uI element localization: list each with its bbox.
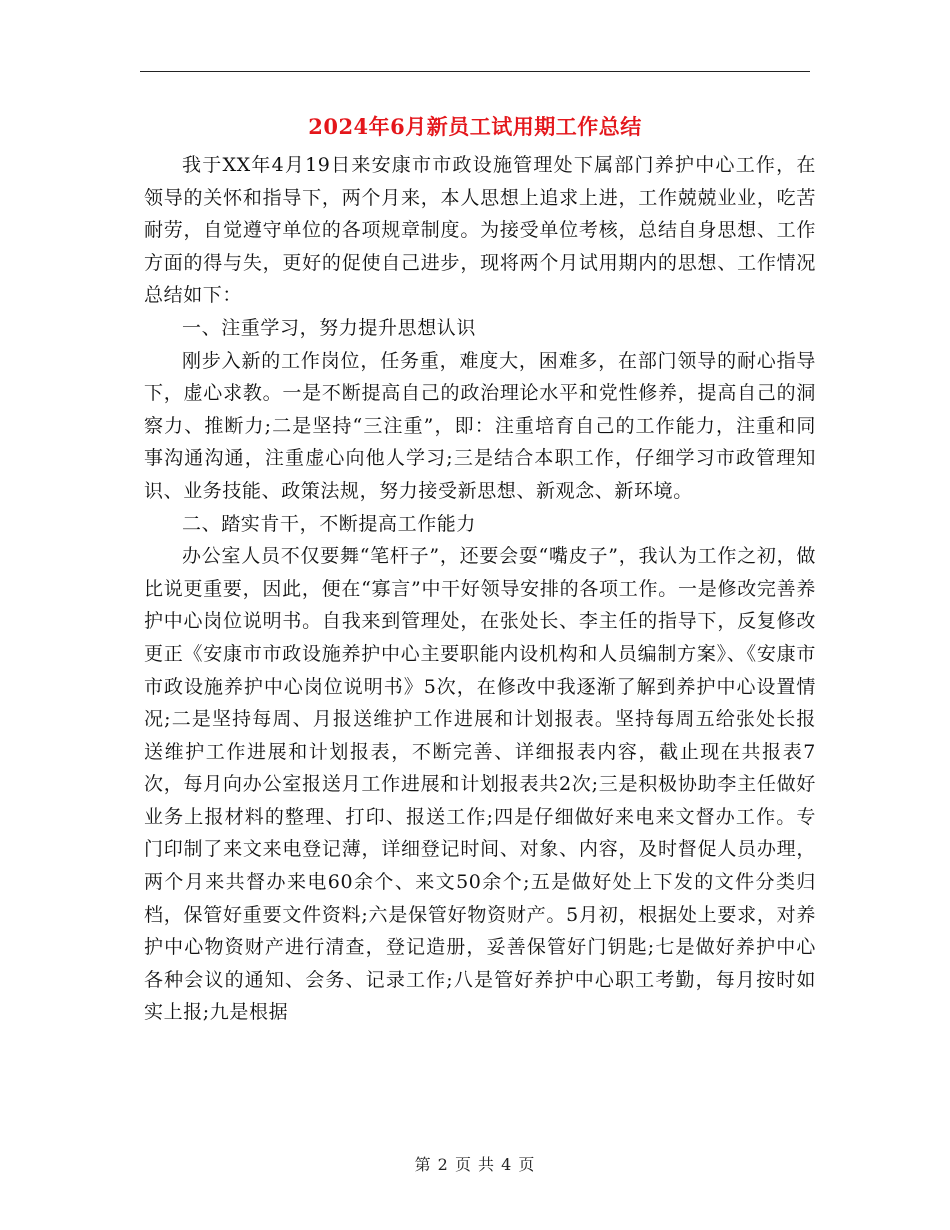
paragraph-intro: 我于XX年4月19日来安康市市政设施管理处下属部门养护中心工作，在领导的关怀和指导下，两个月来，本人思想上追求上进，工作兢兢业业，吃苦耐劳，自觉遵守单位的各项规章制度。为接受单位考核，总结自身思想、工作方面的得与失，更好的促使自己进步，现将两个月试用期内的思想、工作情况总结如下： [144,154,816,307]
header-rule [140,71,810,72]
section-heading-2: 二、踏实肯干，不断提高工作能力 [182,512,477,535]
paragraph-work: 办公室人员不仅要舞“笔杆子”，还要会耍“嘴皮子”，我认为工作之初，做比说更重要，因此，便在“寡言”中干好领导安排的各项工作。一是修改完善养护中心岗位说明书。自我来到管理处，在张处长、李主任的指导下，反复修改更正《安康市市政设施养护中心主要职能内设机构和人员编制方案》、《安康市市政设施养护中心岗位说明书》5次，在修改中我逐渐了解到养护中心设置情况;二是坚持每周、月报送维护工作进展和计划报表。坚持每周五给张处长报送维护工作进展和计划报表，不断完善、详细报表内容，截止现在共报表7次，每月向办公室报送月工作进展和计划报表共2次;三是积极协助李主任做好业务上报材料的整理、打印、报送工作;四是仔细做好来电来文督办工作。专门印制了来文来电登记薄，详细登记时间、对象、内容，及时督促人员办理，两个月来共督办来电60余个、来文50余个;五是做好处上下发的文件分类归档，保管好重要文件资料;六是保管好物资财产。5月初，根据处上要求，对养护中心物资财产进行清查，登记造册，妥善保管好门钥匙;七是做好养护中心各种会议的通知、会务、记录工作;八是管好养护中心职工考勤，每月按时如实上报;九是根据 [144,545,816,1024]
document-body [144,149,816,1029]
page-number-footer: 第 2 页 共 4 页 [414,1155,536,1174]
paragraph-study: 刚步入新的工作岗位，任务重，难度大，困难多，在部门领导的耐心指导下，虚心求教。一是不断提高自己的政治理论水平和党性修养，提高自己的洞察力、推断力;二是坚持“三注重”，即：注重培育自己的工作能力，注重和同事沟通沟通，注重虚心向他人学习;三是结合本职工作，仔细学习市政管理知识、业务技能、政策法规，努力接受新思想、新观念、新环境。 [144,349,816,502]
section-heading-1: 一、注重学习，努力提升思想认识 [182,316,477,339]
document-title: 2024年6月新员工试用期工作总结 [308,114,642,139]
